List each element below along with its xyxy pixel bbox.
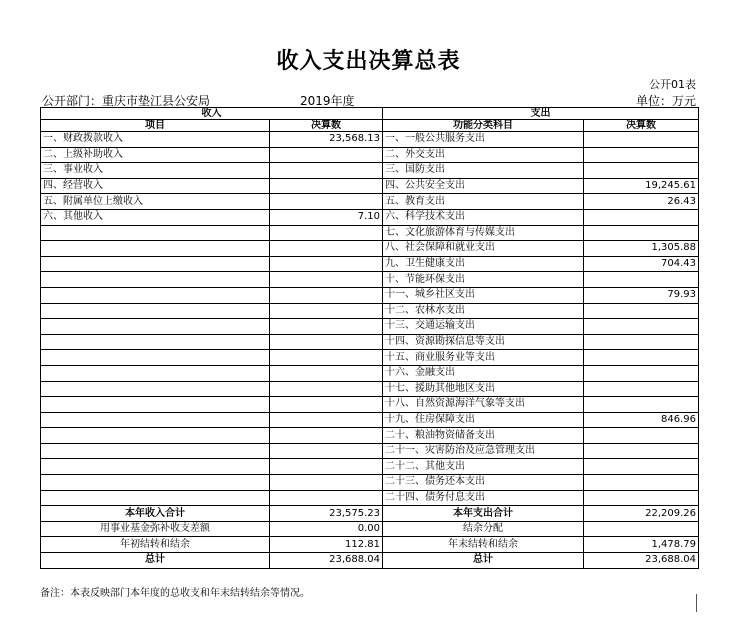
income-value-cell xyxy=(270,381,383,397)
income-item-cell xyxy=(41,412,270,428)
amount2-header: 决算数 xyxy=(584,120,699,132)
carryover-row xyxy=(41,537,699,553)
expense-value-cell: 846.96 xyxy=(584,412,699,428)
table-row xyxy=(41,287,699,303)
expense-value-cell xyxy=(584,475,699,491)
income-value-cell xyxy=(270,490,383,506)
table-row xyxy=(41,272,699,288)
expense-item-cell: 十、节能环保支出 xyxy=(383,272,584,288)
income-value-cell xyxy=(270,475,383,491)
expense-item-cell: 七、文化旅游体育与传媒支出 xyxy=(383,225,584,241)
table-row xyxy=(41,475,699,491)
expense-item-cell: 六、科学技术支出 xyxy=(383,209,584,225)
income-item-cell xyxy=(41,459,270,475)
department-label: 公开部门：重庆市垫江县公安局 xyxy=(42,94,211,108)
table-row xyxy=(41,178,699,194)
income-total-value: 23,575.23 xyxy=(270,506,383,522)
income-value-cell xyxy=(270,365,383,381)
table-row xyxy=(41,256,699,272)
expense-item-cell: 十九、住房保障支出 xyxy=(383,412,584,428)
func-item-header: 功能分类科目 xyxy=(383,120,584,132)
expense-item-cell: 十一、城乡社区支出 xyxy=(383,287,584,303)
grand-in-label: 总计 xyxy=(41,553,270,569)
table-row xyxy=(41,490,699,506)
page-title: 收入支出决算总表 xyxy=(276,49,461,74)
income-value-cell xyxy=(270,397,383,413)
income-item-cell: 五、附属单位上缴收入 xyxy=(41,194,270,210)
table-row xyxy=(41,428,699,444)
income-value-cell xyxy=(270,163,383,179)
income-item-cell xyxy=(41,475,270,491)
expense-value-cell xyxy=(584,490,699,506)
income-item-cell: 三、事业收入 xyxy=(41,163,270,179)
income-value-cell xyxy=(270,256,383,272)
fund-label: 用事业基金弥补收支差额 xyxy=(41,521,270,537)
income-value-cell xyxy=(270,241,383,257)
table-row xyxy=(41,147,699,163)
expense-value-cell: 79.93 xyxy=(584,287,699,303)
income-item-cell xyxy=(41,303,270,319)
income-item-cell xyxy=(41,256,270,272)
expense-value-cell xyxy=(584,334,699,350)
income-item-cell xyxy=(41,319,270,335)
income-value-cell xyxy=(270,194,383,210)
table-row xyxy=(41,132,699,148)
expense-item-cell: 二十三、债务还本支出 xyxy=(383,475,584,491)
income-total-label: 本年收入合计 xyxy=(41,506,270,522)
table-row xyxy=(41,194,699,210)
income-item-cell: 四、经营收入 xyxy=(41,178,270,194)
table-row xyxy=(41,334,699,350)
expense-value-cell: 704.43 xyxy=(584,256,699,272)
budget-table xyxy=(40,107,699,569)
table-row xyxy=(41,397,699,413)
expense-value-cell xyxy=(584,132,699,148)
fund-value: 0.00 xyxy=(270,521,383,537)
expense-item-cell: 十三、交通运输支出 xyxy=(383,319,584,335)
expense-value-cell xyxy=(584,225,699,241)
income-value-cell xyxy=(270,147,383,163)
table-row xyxy=(41,459,699,475)
expense-item-cell: 四、公共安全支出 xyxy=(383,178,584,194)
expense-item-cell: 十四、资源勘探信息等支出 xyxy=(383,334,584,350)
income-value-cell xyxy=(270,412,383,428)
income-value-cell xyxy=(270,319,383,335)
income-item-cell xyxy=(41,225,270,241)
income-item-cell xyxy=(41,365,270,381)
expense-value-cell xyxy=(584,428,699,444)
table-row xyxy=(41,381,699,397)
table-row xyxy=(41,350,699,366)
income-item-cell xyxy=(41,241,270,257)
expense-item-cell: 二十二、其他支出 xyxy=(383,459,584,475)
income-value-cell xyxy=(270,287,383,303)
income-item-cell xyxy=(41,397,270,413)
amount-header: 决算数 xyxy=(270,120,383,132)
income-value-cell xyxy=(270,272,383,288)
begin-label: 年初结转和结余 xyxy=(41,537,270,553)
expense-value-cell xyxy=(584,350,699,366)
income-value-cell xyxy=(270,443,383,459)
expense-value-cell xyxy=(584,147,699,163)
column-header-row xyxy=(41,120,699,132)
table-row xyxy=(41,163,699,179)
income-item-cell xyxy=(41,443,270,459)
expense-item-cell: 一、一般公共服务支出 xyxy=(383,132,584,148)
expense-value-cell xyxy=(584,209,699,225)
table-row xyxy=(41,225,699,241)
dist-label: 结余分配 xyxy=(383,521,584,537)
footnote: 备注：本表反映部门本年度的总收支和年末结转结余等情况。 xyxy=(40,588,310,599)
grand-ex-value: 23,688.04 xyxy=(584,553,699,569)
expense-value-cell xyxy=(584,397,699,413)
item-header: 项目 xyxy=(41,120,270,132)
expense-total-label: 本年支出合计 xyxy=(383,506,584,522)
income-value-cell xyxy=(270,350,383,366)
income-item-cell: 二、上级补助收入 xyxy=(41,147,270,163)
expense-value-cell xyxy=(584,381,699,397)
table-row xyxy=(41,412,699,428)
expense-value-cell xyxy=(584,459,699,475)
table-row xyxy=(41,241,699,257)
income-item-cell xyxy=(41,334,270,350)
income-item-cell xyxy=(41,381,270,397)
expense-item-cell: 十六、金融支出 xyxy=(383,365,584,381)
expense-item-cell: 二十四、债务付息支出 xyxy=(383,490,584,506)
expense-item-cell: 九、卫生健康支出 xyxy=(383,256,584,272)
expense-value-cell xyxy=(584,365,699,381)
unit-label: 单位：万元 xyxy=(635,94,696,108)
grand-in-value: 23,688.04 xyxy=(270,553,383,569)
income-header: 收入 xyxy=(41,108,383,120)
cursor-line xyxy=(696,594,697,612)
income-value-cell xyxy=(270,178,383,194)
expense-item-cell: 八、社会保障和就业支出 xyxy=(383,241,584,257)
expense-item-cell: 三、国防支出 xyxy=(383,163,584,179)
income-value-cell xyxy=(270,459,383,475)
expense-value-cell: 1,305.88 xyxy=(584,241,699,257)
end-label: 年末结转和结余 xyxy=(383,537,584,553)
income-item-cell: 一、财政拨款收入 xyxy=(41,132,270,148)
table-row xyxy=(41,319,699,335)
income-value-cell: 7.10 xyxy=(270,209,383,225)
income-value-cell: 23,568.13 xyxy=(270,132,383,148)
section-header-row xyxy=(41,108,699,120)
income-value-cell xyxy=(270,303,383,319)
expense-value-cell xyxy=(584,443,699,459)
table-row xyxy=(41,365,699,381)
expense-value-cell: 19,245.61 xyxy=(584,178,699,194)
income-item-cell xyxy=(41,272,270,288)
table-row xyxy=(41,209,699,225)
income-item-cell xyxy=(41,428,270,444)
expense-item-cell: 二十一、灾害防治及应急管理支出 xyxy=(383,443,584,459)
expense-value-cell xyxy=(584,303,699,319)
expense-item-cell: 五、教育支出 xyxy=(383,194,584,210)
income-item-cell xyxy=(41,350,270,366)
end-value: 1,478.79 xyxy=(584,537,699,553)
fund-row xyxy=(41,521,699,537)
expense-item-cell: 十五、商业服务业等支出 xyxy=(383,350,584,366)
income-value-cell xyxy=(270,225,383,241)
total-row xyxy=(41,506,699,522)
expense-item-cell: 十七、援助其他地区支出 xyxy=(383,381,584,397)
income-item-cell xyxy=(41,490,270,506)
income-item-cell xyxy=(41,287,270,303)
income-value-cell xyxy=(270,334,383,350)
expense-value-cell xyxy=(584,163,699,179)
income-value-cell xyxy=(270,428,383,444)
form-code: 公开01表 xyxy=(649,78,696,91)
expense-value-cell xyxy=(584,272,699,288)
grand-total-row xyxy=(41,553,699,569)
expense-value-cell xyxy=(584,319,699,335)
grand-ex-label: 总计 xyxy=(383,553,584,569)
dist-value xyxy=(584,521,699,537)
expense-item-cell: 十二、农林水支出 xyxy=(383,303,584,319)
expense-item-cell: 二、外交支出 xyxy=(383,147,584,163)
expense-item-cell: 十八、自然资源海洋气象等支出 xyxy=(383,397,584,413)
expense-value-cell: 26.43 xyxy=(584,194,699,210)
year-label: 2019年度 xyxy=(300,94,355,108)
table-row xyxy=(41,303,699,319)
table-row xyxy=(41,443,699,459)
expense-header: 支出 xyxy=(383,108,699,120)
income-item-cell: 六、其他收入 xyxy=(41,209,270,225)
expense-item-cell: 二十、粮油物资储备支出 xyxy=(383,428,584,444)
begin-value: 112.81 xyxy=(270,537,383,553)
expense-total-value: 22,209.26 xyxy=(584,506,699,522)
